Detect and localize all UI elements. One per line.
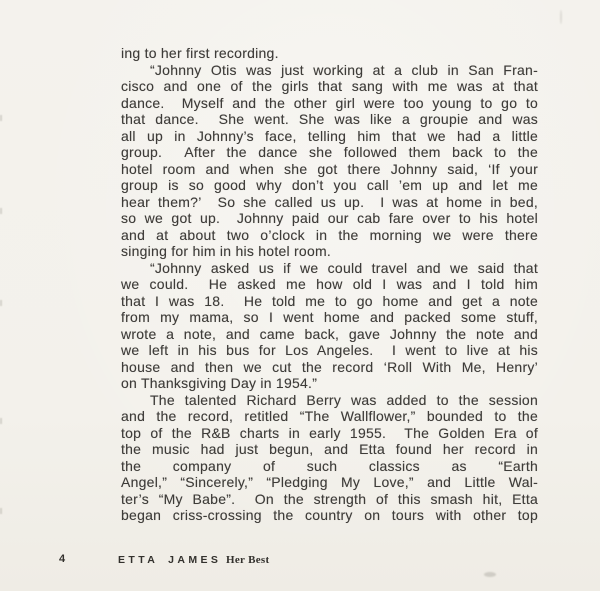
page-footer xyxy=(0,551,600,567)
paper-edge-mark xyxy=(0,115,2,121)
text-line: “Johnny asked us if we could travel and we said that xyxy=(150,259,538,276)
text-line: the company of such classics as “Earth xyxy=(121,457,538,474)
paper-edge-mark xyxy=(0,300,2,306)
paper-edge-mark xyxy=(0,418,2,424)
text-line: and the record, retitled “The Wallflower,” bounded to the xyxy=(121,408,538,424)
footer-album-title: Her Best xyxy=(226,554,270,566)
text-line: we could. He asked me how old I was and I told him xyxy=(121,276,538,292)
text-line: the music had just begun, and Etta found her record in xyxy=(121,441,538,457)
text-line: “Johnny Otis was just working at a club in San Fran- xyxy=(150,61,538,78)
text-line: hotel room and when she got there Johnny said, ‘If your xyxy=(121,160,538,177)
text-line: and at about two o’clock in the morning we were there xyxy=(121,226,538,243)
text-line: house and then we cut the record ‘Roll With Me, Henry’ xyxy=(121,358,538,375)
text-line: The talented Richard Berry was added to the session xyxy=(150,391,538,408)
text-line: that I was 18. He told me to go home and get a note xyxy=(121,292,538,309)
text-line: ing to her first recording. xyxy=(121,45,279,61)
body-text xyxy=(121,45,538,524)
text-line: we left in his bus for Los Angeles. I went to live at his xyxy=(121,342,538,358)
text-line: cisco and one of the girls that sang with me was at that xyxy=(121,78,538,94)
text-line: ter’s “My Babe”. On the strength of this smash hit, Etta xyxy=(121,490,538,507)
text-line: began criss-crossing the country on tours with other top xyxy=(121,507,538,523)
text-line: wrote a note, and came back, gave Johnny the note and xyxy=(121,325,538,342)
text-line: that dance. She went. She was like a groupie and was xyxy=(121,111,538,127)
page-number: 4 xyxy=(59,553,66,565)
scan-mark xyxy=(560,10,562,24)
paper-edge-mark xyxy=(0,508,2,514)
text-line: dance. Myself and the other girl were too young to go to xyxy=(121,94,538,111)
text-line: singing for him in his hotel room. xyxy=(121,243,332,259)
text-line: on Thanksgiving Day in 1954.” xyxy=(121,375,318,391)
text-line: group is so good why don’t you call ’em up and let me xyxy=(121,177,538,193)
text-line: so we got up. Johnny paid our cab fare over to his hotel xyxy=(121,210,538,226)
text-line: Angel,” “Sincerely,” “Pledging My Love,” and Little Wal- xyxy=(121,474,538,490)
footer-artist-name: ETTA JAMES xyxy=(118,554,222,566)
text-line: all up in Johnny’s face, telling him that we had a little xyxy=(121,127,538,144)
paper-edge-mark xyxy=(0,208,2,214)
scan-smudge xyxy=(484,572,496,577)
text-line: group. After the dance she followed them back to the xyxy=(121,144,538,160)
text-line: hear them?’ So she called us up. I was at home in bed, xyxy=(121,193,538,210)
text-line: from my mama, so I went home and packed some stuff, xyxy=(121,309,538,325)
text-line: top of the R&B charts in early 1955. The Golden Era of xyxy=(121,424,538,441)
